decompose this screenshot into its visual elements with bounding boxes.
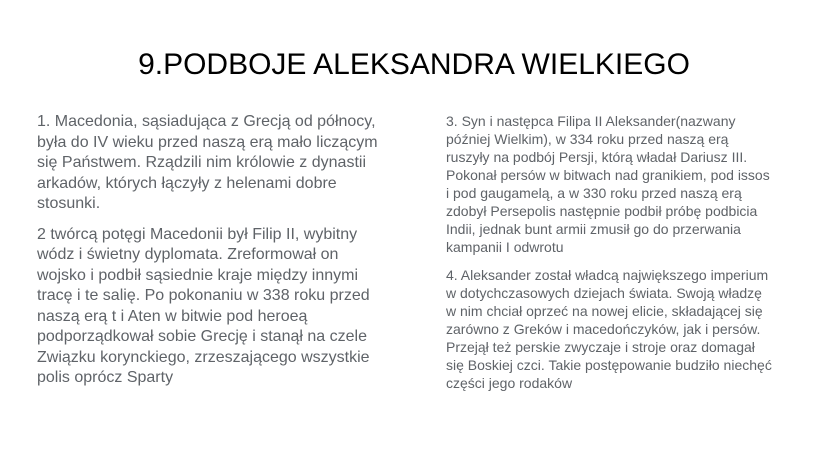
paragraph-4: 4. Aleksander został władcą największego imperium w dotychczasowych dziejach świata. Swoją władzę w nim chciał oprzeć na nowej elicie, składającej się zarówno z Greków i macedończyków, jak i persów. Przejął też perskie zwyczaje i stroje oraz domagał się Boskiej czci. Takie postępowanie budziło niechęć części jego rodaków bbox=[446, 267, 772, 391]
paragraph-1: 1. Macedonia, sąsiadująca z Grecją od północy, była do IV wieku przed naszą erą mało liczącym się Państwem. Rządzili nim królowie z dynastii arkadów, których łączyły z helenami dobre stosunki. bbox=[37, 113, 378, 212]
slide-title: 9.PODBOJE ALEKSANDRA WIELKIEGO bbox=[138, 48, 690, 81]
paragraph-2: 2 twórcą potęgi Macedonii był Filip II, wybitny wódz i świetny dyplomata. Zreformował on wojsko i podbił sąsiednie kraje między innymi tracę i te salię. Po pokonaniu w 338 roku przed naszą erą t i Aten w bitwie pod heroeą podporządkował sobie Grecję i stanął na czele Związku korynckiego, zrzeszającego wszystkie polis oprócz Sparty bbox=[37, 225, 370, 386]
left-column bbox=[37, 112, 387, 399]
right-column bbox=[446, 112, 796, 402]
paragraph-3: 3. Syn i następca Filipa II Aleksander(nazwany później Wielkim), w 334 roku przed naszą erą ruszyły na podbój Persji, którą władał Dariusz III. Pokonał persów w bitwach nad granikiem, pod issos i pod gaugamelą, a w 330 roku przed naszą erą zdobył Persepolis następnie podbił próbę podbicia Indii, jednak bunt armii zmusił go do przerwania kampanii I odwrotu bbox=[446, 113, 770, 255]
